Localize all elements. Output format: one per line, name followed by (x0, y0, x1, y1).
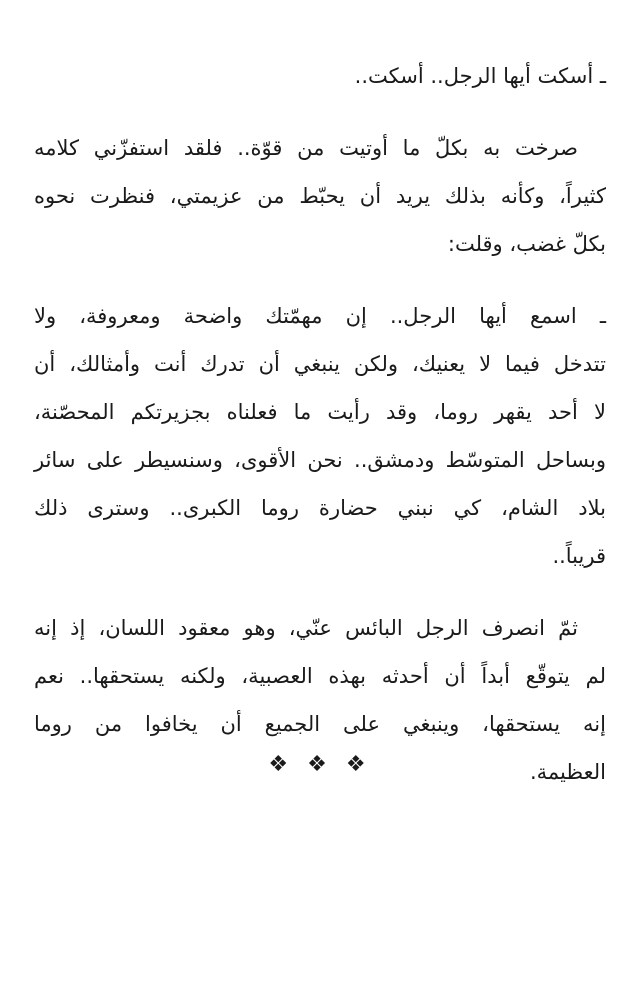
page-body (34, 52, 606, 820)
section-separator: ❖ ❖ ❖ (268, 752, 372, 777)
paragraph-line: العظيمة. (529, 760, 606, 784)
paragraph-line: صرخت به بكلّ ما أوتيت من قوّة.. فلقد استفزّني كلامه (34, 136, 578, 160)
paragraph-line: بكلّ غضب، وقلت: (447, 232, 606, 256)
paragraph-line: ثمّ انصرف الرجل البائس عنّي، وهو معقود اللسان، إذ إنه (34, 616, 578, 640)
paragraph-line: لم يتوقّع أبداً أن أحدثه بهذه العصبية، ولكنه يستحقها.. نعم (34, 664, 606, 688)
paragraph-line: بلاد الشام، كي نبني حضارة روما الكبرى.. وسترى ذلك (34, 496, 606, 520)
paragraph-2 (34, 124, 606, 268)
paragraph-line: قريباً.. (552, 544, 606, 568)
paragraph-line: إنه يستحقها، وينبغي على الجميع أن يخافوا من روما (34, 712, 606, 736)
paragraph-line: وبساحل المتوسّط ودمشق.. نحن الأقوى، وسنسيطر على سائر (34, 448, 606, 472)
paragraph-line: تتدخل فيما لا يعنيك، ولكن ينبغي أن تدرك أنت وأمثالك، أن (34, 352, 606, 376)
paragraph-line: لا أحد يقهر روما، وقد رأيت ما فعلناه بجزيرتكم المحصّنة، (34, 400, 606, 424)
paragraph-3 (34, 292, 606, 580)
paragraph-line: ـ أسكت أيها الرجل.. أسكت.. (354, 64, 606, 88)
paragraph-1 (34, 52, 606, 100)
paragraph-line: ـ اسمع أيها الرجل.. إن مهمّتك واضحة ومعروفة، ولا (34, 304, 606, 328)
paragraph-line: كثيراً، وكأنه بذلك يريد أن يحبّط من عزيمتي، فنظرت نحوه (34, 184, 606, 208)
